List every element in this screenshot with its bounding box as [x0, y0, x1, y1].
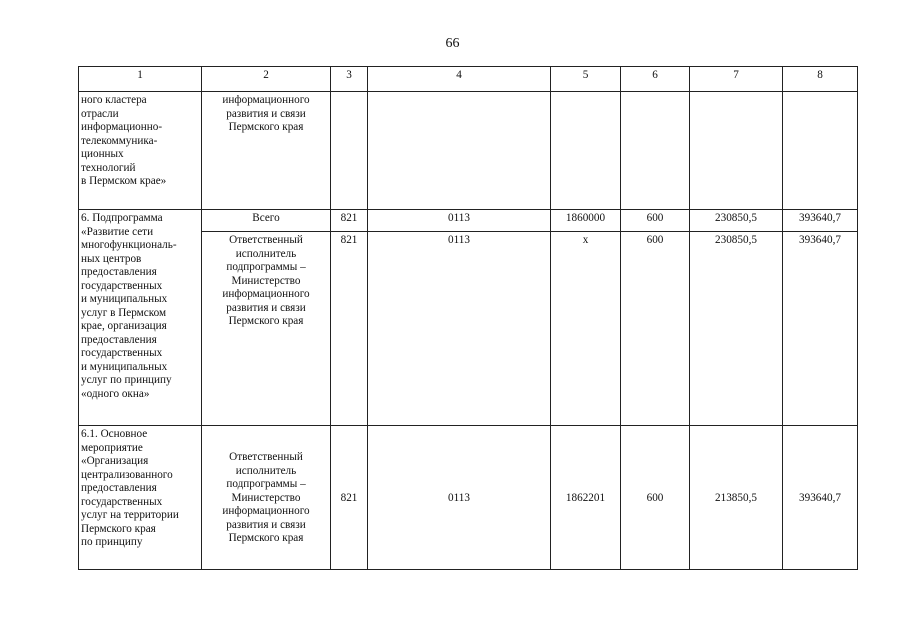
cell-section: 0113 [368, 210, 551, 232]
cell-target: 1862201 [551, 426, 621, 570]
cell-target: 1860000 [551, 210, 621, 232]
cell-amount-1: 230850,5 [690, 210, 783, 232]
cell-amount-1: 213850,5 [690, 426, 783, 570]
header-cell: 3 [331, 67, 368, 92]
cell-type: 600 [621, 426, 690, 570]
program-name-cell: 6. Подпрограмма «Развитие сети многофункциональ- ных центров предоставления государственных и муниципальных услуг в Пермском крае, организация предоставления государственных и муниципальных услуг по принципу «одного окна» [79, 210, 202, 426]
program-name-cell: 6.1. Основное мероприятие «Организация централизованного предоставления государственных услуг на территории Пермского края по принципу [79, 426, 202, 570]
cell-grbs: 821 [331, 210, 368, 232]
header-cell: 2 [202, 67, 331, 92]
cell-section: 0113 [368, 426, 551, 570]
cell-type [621, 92, 690, 210]
header-cell: 8 [783, 67, 858, 92]
executor-cell: Ответственный исполнитель подпрограммы – Министерство информационного развития и связи Пермского края [202, 232, 331, 426]
header-cell: 6 [621, 67, 690, 92]
cell-grbs: 821 [331, 232, 368, 426]
cell-grbs: 821 [331, 426, 368, 570]
cell-type: 600 [621, 210, 690, 232]
cell-section: 0113 [368, 232, 551, 426]
cell-amount-2 [783, 92, 858, 210]
header-cell: 4 [368, 67, 551, 92]
header-cell: 1 [79, 67, 202, 92]
header-cell: 7 [690, 67, 783, 92]
cell-amount-1: 230850,5 [690, 232, 783, 426]
cell-section [368, 92, 551, 210]
cell-amount-1 [690, 92, 783, 210]
cell-amount-2: 393640,7 [783, 232, 858, 426]
cell-amount-2: 393640,7 [783, 426, 858, 570]
budget-table [78, 66, 858, 570]
table-row [79, 426, 858, 570]
table-row [79, 210, 858, 232]
header-row [79, 67, 858, 92]
page-number: 66 [445, 36, 460, 51]
table-row [79, 92, 858, 210]
cell-type: 600 [621, 232, 690, 426]
header-cell: 5 [551, 67, 621, 92]
cell-grbs [331, 92, 368, 210]
executor-cell: информационного развития и связи Пермского края [202, 92, 331, 210]
executor-cell: Всего [202, 210, 331, 232]
cell-target: х [551, 232, 621, 426]
cell-amount-2: 393640,7 [783, 210, 858, 232]
executor-cell: Ответственный исполнитель подпрограммы – Министерство информационного развития и связи Пермского края [202, 426, 331, 570]
program-name-cell: ного кластера отрасли информационно- телекоммуника- ционных технологий в Пермском крае» [79, 92, 202, 210]
cell-target [551, 92, 621, 210]
